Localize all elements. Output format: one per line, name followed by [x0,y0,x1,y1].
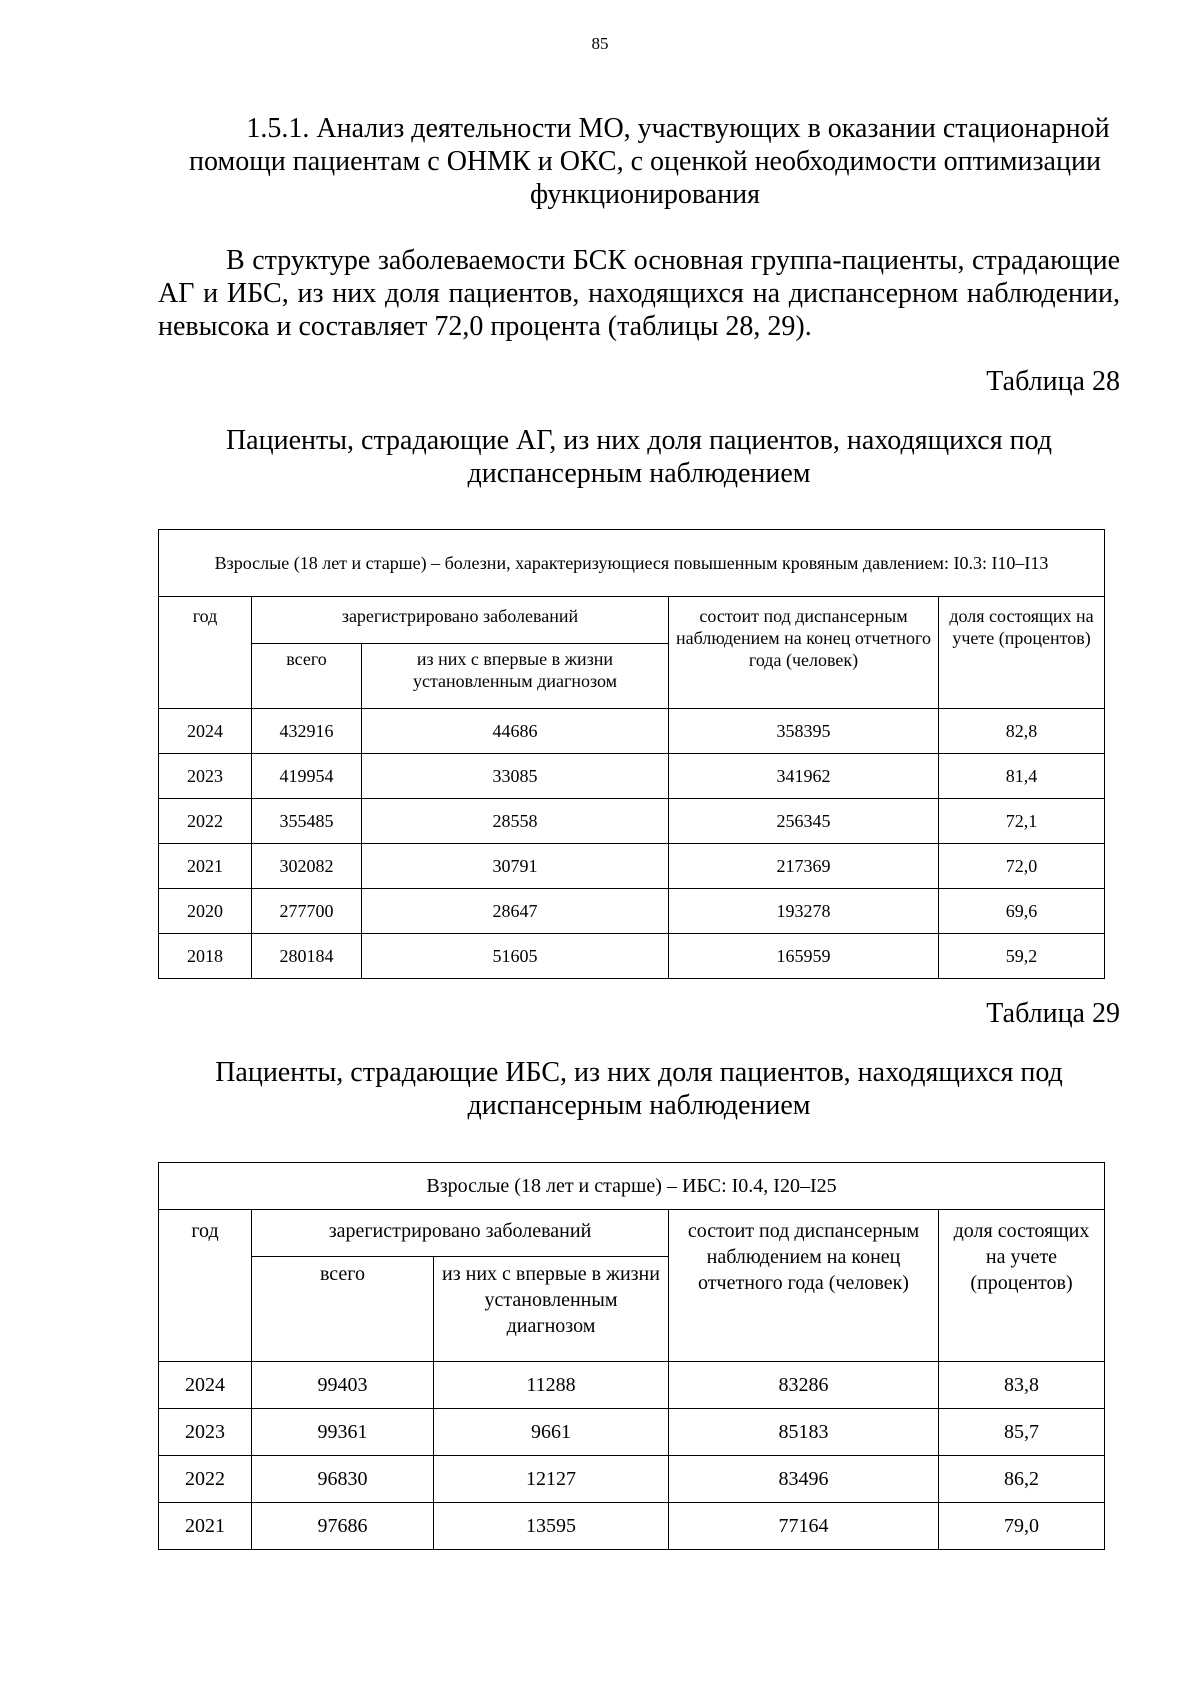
cell-total: 96830 [252,1456,434,1503]
table-row [159,1362,1105,1409]
cell-total: 355485 [252,799,362,844]
cell-share: 86,2 [939,1456,1105,1503]
cell-dispensary: 217369 [669,844,939,889]
cell-dispensary: 358395 [669,709,939,754]
cell-first-time: 28647 [362,889,669,934]
cell-year: 2020 [159,889,252,934]
cell-share: 82,8 [939,709,1105,754]
table-row [159,709,1105,754]
cell-first-time: 30791 [362,844,669,889]
cell-year: 2018 [159,934,252,979]
cell-first-time: 9661 [434,1409,669,1456]
table-28-header-share: доля состоящих на учете (процентов) [939,597,1105,709]
cell-dispensary: 77164 [669,1503,939,1550]
table-28-title: Пациенты, страдающие АГ, из них доля пациентов, находящихся под диспансерным наблюдением [225,425,1053,489]
cell-first-time: 11288 [434,1362,669,1409]
cell-share: 59,2 [939,934,1105,979]
table-29-caption: Взрослые (18 лет и старше) – ИБС: I0.4, I20–I25 [159,1163,1105,1210]
section-heading-line1: 1.5.1. Анализ деятельности МО, участвующих в оказании стационарной [246,113,1110,144]
table-29-header-dispensary: состоит под диспансерным наблюдением на конец отчетного года (человек) [669,1210,939,1362]
table-row [159,889,1105,934]
table-row [159,1409,1105,1456]
cell-first-time: 51605 [362,934,669,979]
page-number: 85 [591,34,609,53]
table-29-header-first-time: из них с впервые в жизни установленным диагнозом [434,1257,669,1362]
cell-year: 2023 [159,754,252,799]
cell-first-time: 28558 [362,799,669,844]
cell-first-time: 12127 [434,1456,669,1503]
section-heading-rest: помощи пациентам с ОНМК и ОКС, с оценкой необходимости оптимизации функционирования [189,146,1101,210]
cell-year: 2022 [159,1456,252,1503]
table-28-header-year: год [159,597,252,709]
table-28-caption: Взрослые (18 лет и старше) – болезни, характеризующиеся повышенным кровяным давлением: I0.3: I10–I13 [159,530,1105,597]
cell-total: 99403 [252,1362,434,1409]
table-29-header-share: доля состоящих на учете (процентов) [939,1210,1105,1362]
cell-dispensary: 83286 [669,1362,939,1409]
table-row [159,844,1105,889]
cell-total: 419954 [252,754,362,799]
cell-first-time: 33085 [362,754,669,799]
cell-share: 81,4 [939,754,1105,799]
cell-year: 2021 [159,844,252,889]
cell-share: 69,6 [939,889,1105,934]
table-row [159,1456,1105,1503]
table-29-header-registered: зарегистрировано заболеваний [252,1210,669,1257]
table-28-header-registered: зарегистрировано заболеваний [252,597,669,644]
table-29-title: Пациенты, страдающие ИБС, из них доля пациентов, находящихся под диспансерным наблюдением [215,1057,1063,1121]
table-28-header-first-time: из них с впервые в жизни установленным диагнозом [362,644,669,709]
cell-total: 432916 [252,709,362,754]
cell-year: 2023 [159,1409,252,1456]
table-29-label: Таблица 29 [986,998,1120,1029]
cell-share: 83,8 [939,1362,1105,1409]
cell-share: 72,0 [939,844,1105,889]
body-paragraph-text: В структуре заболеваемости БСК основная группа-пациенты, страдающие АГ и ИБС, из них доля пациентов, находящихся на диспансерном наблюдении, невысока и составляет 72,0 процента (таблицы 28, 29). [158,245,1120,342]
cell-dispensary: 85183 [669,1409,939,1456]
cell-first-time: 44686 [362,709,669,754]
table-row [159,799,1105,844]
table-row [159,754,1105,799]
section-heading [170,112,1120,211]
cell-first-time: 13595 [434,1503,669,1550]
cell-total: 302082 [252,844,362,889]
cell-share: 85,7 [939,1409,1105,1456]
table-row [159,934,1105,979]
cell-share: 79,0 [939,1503,1105,1550]
table-row [159,1503,1105,1550]
table-29-header-total: всего [252,1257,434,1362]
cell-total: 280184 [252,934,362,979]
table-29 [158,1162,1105,1550]
cell-year: 2022 [159,799,252,844]
cell-dispensary: 165959 [669,934,939,979]
cell-dispensary: 83496 [669,1456,939,1503]
cell-total: 97686 [252,1503,434,1550]
cell-dispensary: 341962 [669,754,939,799]
table-28-label: Таблица 28 [986,366,1120,397]
cell-total: 277700 [252,889,362,934]
table-28 [158,529,1105,979]
cell-year: 2024 [159,1362,252,1409]
cell-year: 2024 [159,709,252,754]
cell-dispensary: 256345 [669,799,939,844]
table-28-header-dispensary: состоит под диспансерным наблюдением на конец отчетного года (человек) [669,597,939,709]
table-29-header-year: год [159,1210,252,1362]
cell-year: 2021 [159,1503,252,1550]
table-28-header-total: всего [252,644,362,709]
cell-total: 99361 [252,1409,434,1456]
cell-share: 72,1 [939,799,1105,844]
cell-dispensary: 193278 [669,889,939,934]
body-paragraph [158,244,1120,343]
